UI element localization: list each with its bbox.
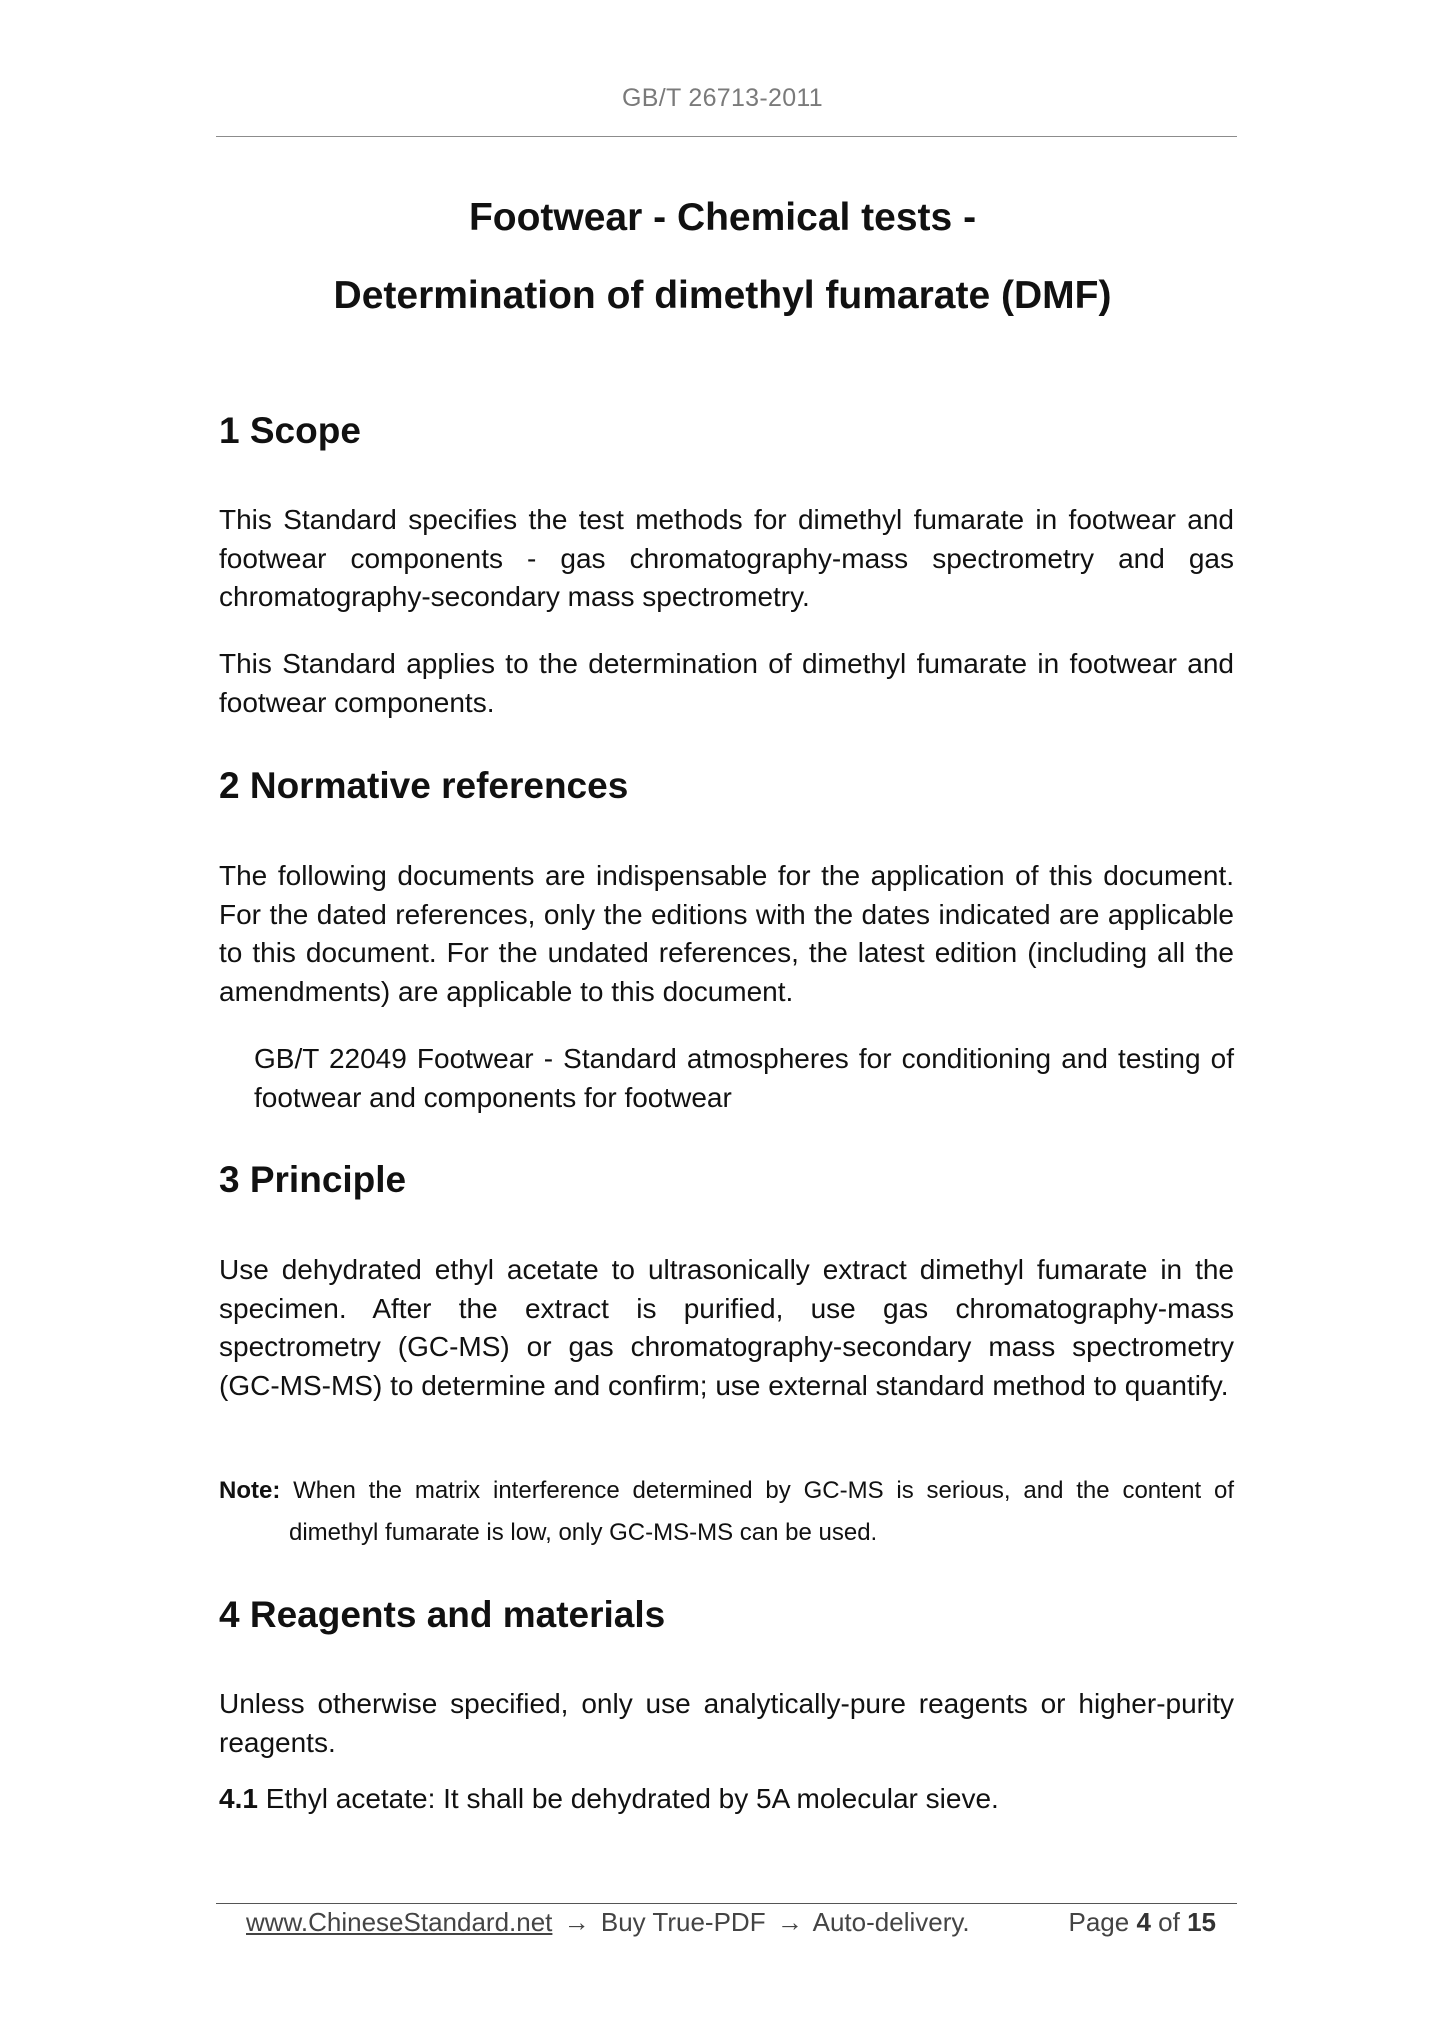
- arrow-right-icon: →: [563, 1907, 590, 1937]
- buy-true-pdf-text: Buy True-PDF: [600, 1907, 766, 1937]
- section-heading-normative-references: 2 Normative references: [219, 765, 629, 806]
- principle-note-line-2: dimethyl fumarate is low, only GC-MS-MS can be used.: [289, 1519, 878, 1546]
- note-label: Note:: [219, 1477, 281, 1504]
- page-word: Page: [1068, 1907, 1130, 1937]
- page-number: [1068, 1907, 1216, 1938]
- note-text-line-1: When the matrix interference determined by GC-MS is serious, and the content of: [293, 1477, 1235, 1504]
- normative-paragraph-1: The following documents are indispensable for the application of this document. For the dated references, only the editions with the dates indicated are applicable to this document. For the undated references, the latest edition (including all the amendments) are applicable to this document.: [219, 860, 1234, 1007]
- document-title-line-1: Footwear - Chemical tests -: [468, 196, 977, 239]
- page-of: of: [1158, 1907, 1180, 1937]
- principle-note: [219, 1470, 1234, 1554]
- clause-text: Ethyl acetate: It shall be dehydrated by 5A molecular sieve.: [265, 1783, 999, 1814]
- clause-4-1: [219, 1780, 1234, 1819]
- arrow-right-icon: →: [776, 1907, 803, 1937]
- scope-paragraph-2: This Standard applies to the determination of dimethyl fumarate in footwear and footwear components.: [219, 648, 1234, 718]
- auto-delivery-text: Auto-delivery.: [812, 1907, 970, 1937]
- scope-paragraph-1: This Standard specifies the test methods for dimethyl fumarate in footwear and footwear components - gas chromatography-mass spectrometry and gas chromatography-secondary mass spectrometry.: [219, 504, 1234, 612]
- principle-note-line-1: [219, 1470, 1234, 1512]
- site-link[interactable]: www.ChineseStandard.net: [246, 1907, 553, 1937]
- normative-reference-item: GB/T 22049 Footwear - Standard atmospheres for conditioning and testing of footwear and components for footwear: [254, 1043, 1234, 1113]
- page-footer: [246, 1907, 1216, 1938]
- clause-number: 4.1: [219, 1783, 258, 1814]
- reagents-paragraph-1: Unless otherwise specified, only use analytically-pure reagents or higher-purity reagents.: [219, 1688, 1234, 1758]
- footer-divider: [216, 1903, 1237, 1904]
- current-page: 4: [1136, 1907, 1151, 1937]
- header-divider: [216, 136, 1237, 137]
- section-heading-reagents-and-materials: 4 Reagents and materials: [219, 1594, 666, 1635]
- principle-paragraph-1: Use dehydrated ethyl acetate to ultrasonically extract dimethyl fumarate in the specimen. After the extract is purified, use gas chromatography-mass spectrometry (GC-MS) or gas chromatography-secondary mass spectrometry (GC-MS-MS) to determine and confirm; use external standard method to quantify.: [219, 1254, 1234, 1401]
- total-pages: 15: [1187, 1907, 1216, 1937]
- section-heading-principle: 3 Principle: [219, 1159, 407, 1200]
- document-title-line-2: Determination of dimethyl fumarate (DMF): [333, 274, 1112, 317]
- standard-code-header: GB/T 26713-2011: [622, 84, 823, 112]
- section-heading-scope: 1 Scope: [219, 410, 361, 451]
